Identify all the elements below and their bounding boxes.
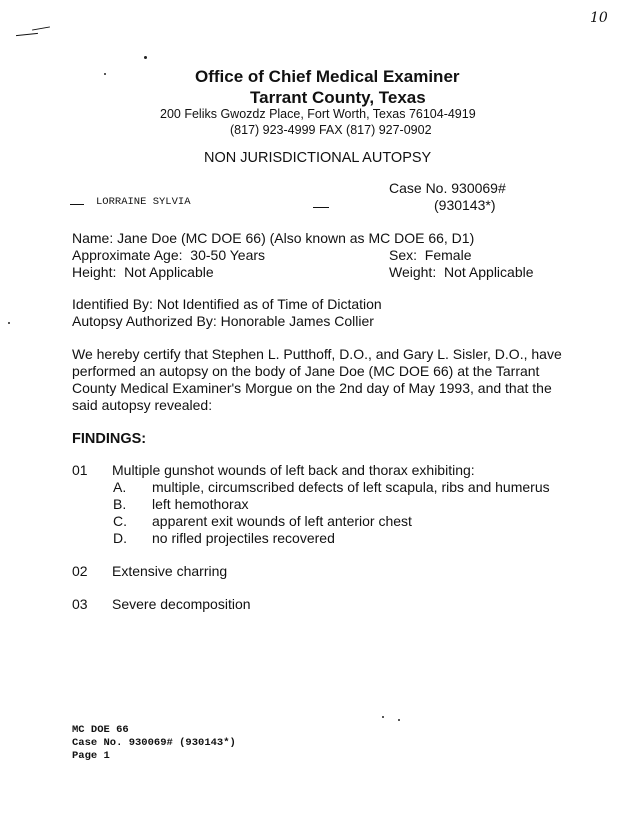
finding-text: Severe decomposition [112, 596, 251, 612]
sex-value: Female [424, 247, 472, 263]
scan-mark [32, 26, 50, 30]
office-address: 200 Feliks Gwozdz Place, Fort Worth, Texas 76104-4919 [160, 107, 476, 121]
height-label: Height: [72, 264, 117, 280]
certification-line: performed an autopsy on the body of Jane Doe (MC DOE 66) at the Tarrant [72, 363, 540, 379]
subject-name: Name: Jane Doe (MC DOE 66) (Also known as MC DOE 66, D1) [72, 230, 475, 246]
handwritten-page-number: 10 [590, 10, 608, 26]
footer-page: Page 1 [72, 750, 110, 762]
subfinding-text: left hemothorax [152, 496, 249, 512]
finding-text: Extensive charring [112, 563, 228, 579]
scan-speck [104, 73, 106, 75]
scan-speck [382, 716, 384, 718]
age-field [72, 247, 265, 263]
age-label: Approximate Age: [72, 247, 183, 263]
authorized-by: Autopsy Authorized By: Honorable James Collier [72, 313, 374, 329]
case-number: Case No. 930069# [389, 180, 506, 196]
certification-line: said autopsy revealed: [72, 397, 213, 413]
finding-text: Multiple gunshot wounds of left back and thorax exhibiting: [112, 462, 475, 478]
subfinding-letter: A. [113, 479, 127, 495]
subfinding-letter: D. [113, 530, 127, 546]
footer-line-1: MC DOE 66 [72, 724, 129, 736]
typed-name: LORRAINE SYLVIA [96, 196, 191, 208]
findings-heading: FINDINGS: [72, 431, 147, 447]
footer-line-2: Case No. 930069# (930143*) [72, 737, 236, 749]
sex-field [389, 247, 471, 263]
document-title: NON JURISDICTIONAL AUTOPSY [204, 150, 432, 166]
subfinding-text: no rifled projectiles recovered [152, 530, 335, 546]
weight-value: Not Applicable [444, 264, 534, 280]
weight-label: Weight: [389, 264, 437, 280]
finding-number: 02 [72, 563, 88, 579]
sex-label: Sex: [389, 247, 418, 263]
identified-by: Identified By: Not Identified as of Time of Dictation [72, 296, 382, 312]
certification-line: County Medical Examiner's Morgue on the 2nd day of May 1993, and that the [72, 380, 552, 396]
office-title: Office of Chief Medical Examiner [195, 67, 460, 86]
scan-speck [398, 719, 400, 721]
subfinding-letter: C. [113, 513, 127, 529]
dash-mark [313, 207, 329, 208]
finding-number: 01 [72, 462, 88, 478]
weight-field [389, 264, 534, 280]
finding-number: 03 [72, 596, 88, 612]
scan-speck [144, 56, 147, 59]
age-value: 30-50 Years [190, 247, 266, 263]
height-field [72, 264, 214, 280]
county-title: Tarrant County, Texas [250, 88, 426, 107]
subfinding-letter: B. [113, 496, 127, 512]
scan-speck [8, 322, 10, 324]
certification-line: We hereby certify that Stephen L. Putthoff, D.O., and Gary L. Sisler, D.O., have [72, 346, 562, 362]
subfinding-text: multiple, circumscribed defects of left scapula, ribs and humerus [152, 479, 550, 495]
office-phone: (817) 923-4999 FAX (817) 927-0902 [230, 123, 432, 137]
subfinding-text: apparent exit wounds of left anterior chest [152, 513, 412, 529]
dash-mark [70, 204, 84, 205]
scan-mark [16, 33, 38, 37]
alt-case-number: (930143*) [434, 197, 496, 213]
height-value: Not Applicable [124, 264, 214, 280]
